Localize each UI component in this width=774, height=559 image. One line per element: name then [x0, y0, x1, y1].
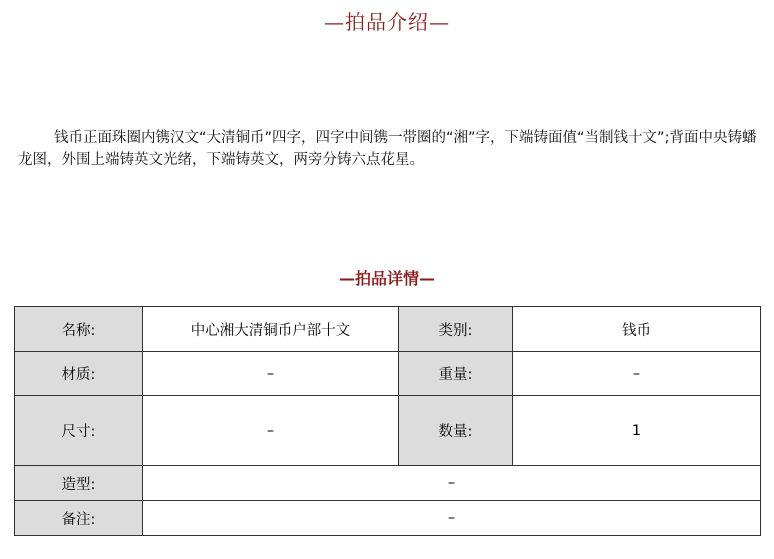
name-value: 中心湘大清铜币户部十文: [143, 307, 399, 352]
category-value: 钱币: [513, 307, 761, 352]
note-label: 备注:: [15, 501, 143, 536]
table-row: [15, 352, 761, 396]
table-row: [15, 307, 761, 352]
quantity-value: 1: [513, 396, 761, 466]
category-label: 类别:: [399, 307, 513, 352]
table-row: [15, 396, 761, 466]
weight-label: 重量:: [399, 352, 513, 396]
table-row: [15, 501, 761, 536]
size-label: 尺寸:: [15, 396, 143, 466]
name-label: 名称:: [15, 307, 143, 352]
material-value: –: [143, 352, 399, 396]
intro-text: 钱币正面珠圈内镌汉文“大清铜币”四字，四字中间镌一带圈的“湘”字，下端铸面值“当制钱十文”;背面中央铸蟠龙图，外围上端铸英文光绪，下端铸英文，两旁分铸六点花星。: [18, 129, 757, 168]
material-label: 材质:: [15, 352, 143, 396]
weight-value: –: [513, 352, 761, 396]
details-table: [14, 306, 761, 536]
shape-label: 造型:: [15, 466, 143, 501]
shape-value: –: [143, 466, 761, 501]
table-row: [15, 466, 761, 501]
note-value: –: [143, 501, 761, 536]
size-value: –: [143, 396, 399, 466]
intro-title: —拍品介绍—: [324, 10, 450, 34]
details-title: —拍品详情—: [338, 269, 435, 288]
quantity-label: 数量:: [399, 396, 513, 466]
